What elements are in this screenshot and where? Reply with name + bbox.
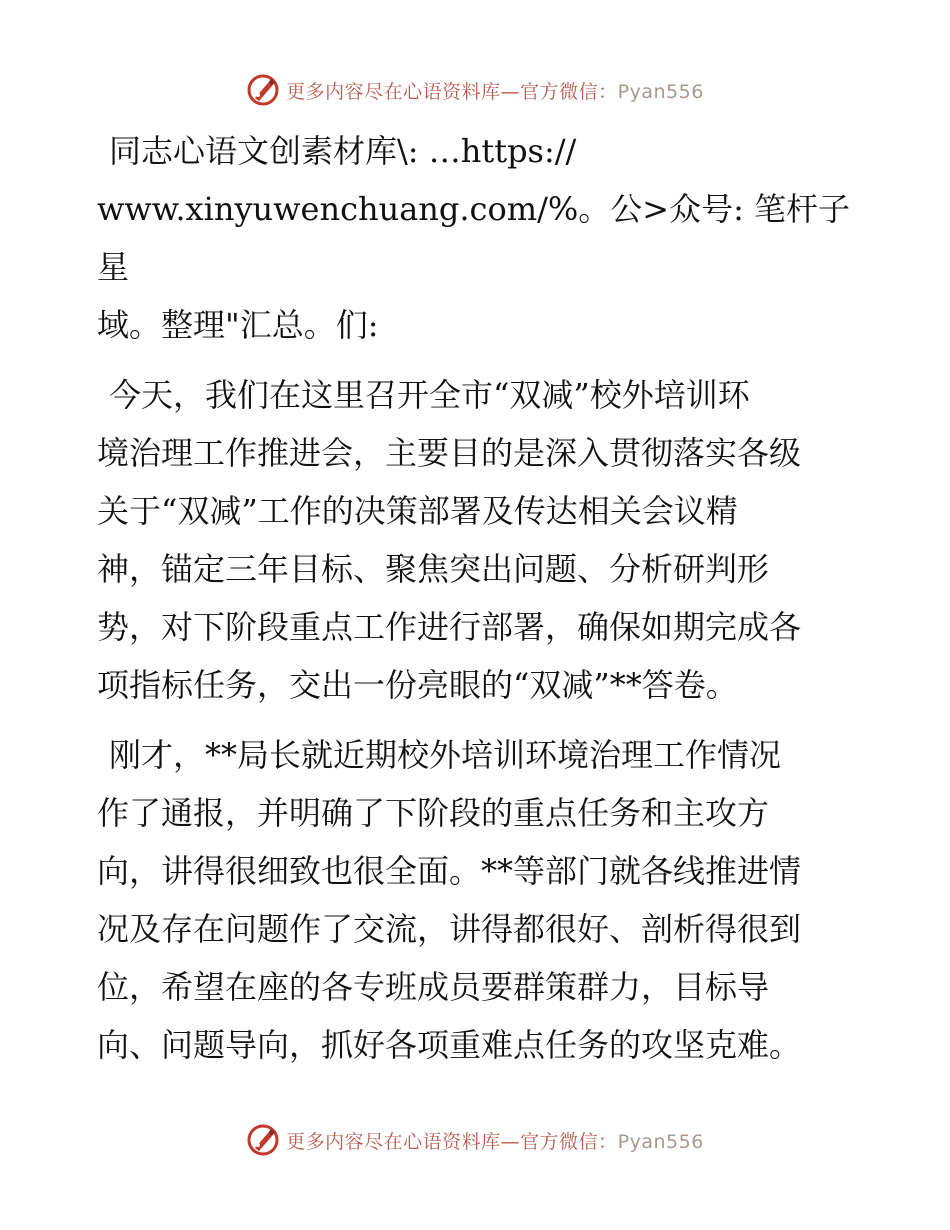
text-line: 域。整理"汇总。们: — [97, 306, 379, 344]
text-line: 向、问题导向，抓好各项重难点任务的攻坚克难。 — [97, 1026, 802, 1064]
text-line: 刚才，**局长就近期校外培训环境治理工作情况 — [109, 736, 782, 774]
paragraph-intro — [97, 122, 857, 354]
footer-banner — [0, 1120, 950, 1160]
pen-logo-icon — [246, 73, 280, 107]
paragraph-meeting-purpose — [97, 366, 857, 714]
text-line: 项指标任务，交出一份亮眼的“双减”**答卷。 — [97, 666, 738, 704]
text-line: 势，对下阶段重点工作进行部署，确保如期完成各 — [97, 608, 802, 646]
text-line: www.xinyuwenchuang.com/%。公>众号: 笔杆子星 — [97, 190, 851, 286]
text-line: 向，讲得很细致也很全面。**等部门就各线推进情 — [97, 852, 802, 890]
footer-wechat-id: Pyan556 — [617, 1130, 704, 1153]
text-line: 关于“双减”工作的决策部署及传达相关会议精 — [97, 492, 738, 530]
text-line: 同志心语文创素材库\: …https:// — [109, 132, 577, 170]
paragraph-report-review — [97, 726, 857, 1074]
pen-logo-icon — [246, 1123, 280, 1157]
header-banner-text: 更多内容尽在心语资料库—官方微信：Pyan556 — [286, 80, 704, 103]
text-line: 况及存在问题作了交流，讲得都很好、剖析得很到 — [97, 910, 802, 948]
text-line: 今天，我们在这里召开全市“双减”校外培训环 — [109, 376, 750, 414]
header-banner — [0, 70, 950, 110]
text-line: 神，锚定三年目标、聚焦突出问题、分析研判形 — [97, 550, 770, 588]
text-line: 位，希望在座的各专班成员要群策群力，目标导 — [97, 968, 770, 1006]
header-wechat-id: Pyan556 — [617, 80, 704, 103]
footer-banner-text: 更多内容尽在心语资料库—官方微信：Pyan556 — [286, 1130, 704, 1153]
text-line: 作了通报，并明确了下阶段的重点任务和主攻方 — [97, 794, 770, 832]
document-body — [97, 122, 857, 1086]
text-line: 境治理工作推进会，主要目的是深入贯彻落实各级 — [97, 434, 802, 472]
